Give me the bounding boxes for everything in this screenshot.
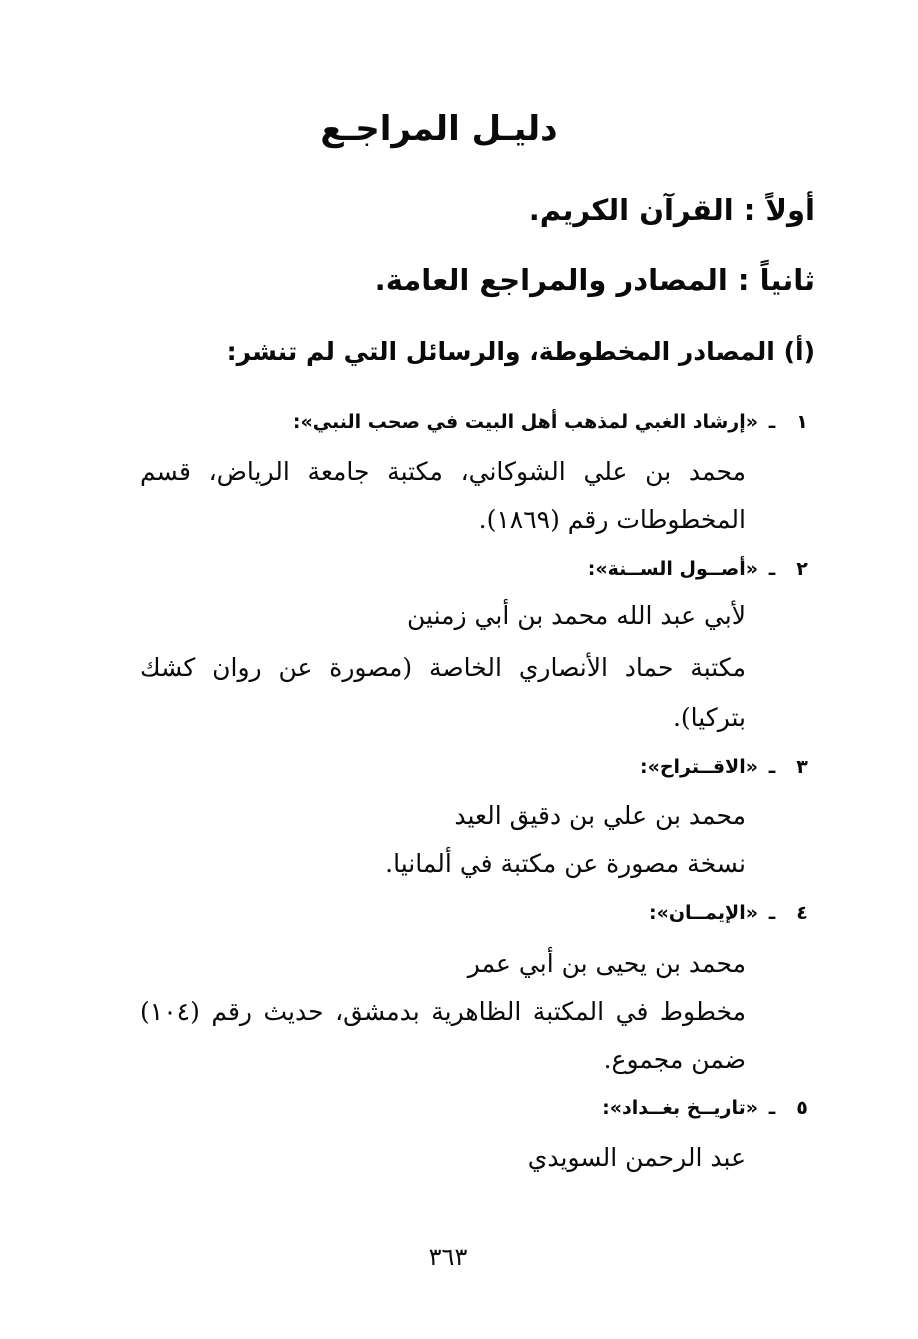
entry-heading: [588, 553, 818, 585]
entry-title: «الاقــتراح»:: [639, 756, 758, 778]
entry-dash: ـ: [768, 411, 776, 433]
entry-number: ٥: [796, 1097, 808, 1119]
entry-line: نسخة مصورة عن مكتبة في ألمانيا.: [385, 849, 746, 878]
entry-dash: ـ: [768, 902, 776, 924]
entry-line: محمد بن علي الشوكاني، مكتبة جامعة الرياض، قسم: [140, 457, 746, 486]
entry-number: ٢: [796, 558, 808, 580]
entry-heading: [602, 1092, 818, 1124]
entry-title: «أصــول الســنة»:: [587, 558, 758, 580]
entry-line: المخطوطات رقم (١٨٦٩).: [478, 505, 746, 534]
page-number: ٣٦٣: [428, 1243, 468, 1271]
entry-line: مخطوط في المكتبة الظاهرية بدمشق، حديث رقم (١٠٤): [140, 997, 746, 1026]
entry-number: ٤: [796, 902, 808, 924]
entry-dash: ـ: [768, 1097, 776, 1119]
entry-line: محمد بن يحيى بن أبي عمر: [467, 949, 746, 978]
entry-title: «إرشاد الغبي لمذهب أهل البيت في صحب النبي»:: [292, 411, 758, 433]
entry-line: لأبي عبد الله محمد بن أبي زمنين: [407, 601, 746, 630]
entry-title: «الإيمــان»:: [648, 902, 758, 924]
entry-line: بتركيا).: [672, 703, 746, 732]
entry-number: ٣: [796, 756, 808, 778]
entry-heading: [640, 751, 818, 783]
subsection-heading-manuscripts: (أ) المصادر المخطوطة، والرسائل التي لم تنشر:: [226, 337, 815, 366]
entry-line: مكتبة حماد الأنصاري الخاصة (مصورة عن روان كشك: [140, 653, 746, 682]
section-heading-quran: أولاً : القرآن الكريم.: [528, 193, 815, 227]
entry-title: «تاريــخ بغــداد»:: [602, 1097, 758, 1119]
entry-dash: ـ: [768, 756, 776, 778]
entry-line: عبد الرحمن السويدي: [527, 1143, 746, 1172]
entry-number: ١: [796, 411, 808, 433]
entry-line: ضمن مجموع.: [603, 1045, 746, 1074]
page-title: دليـل المراجـع: [320, 109, 558, 149]
section-heading-sources: ثانياً : المصادر والمراجع العامة.: [374, 263, 815, 297]
entry-heading: [649, 897, 818, 929]
entry-line: محمد بن علي بن دقيق العيد: [454, 801, 746, 830]
entry-dash: ـ: [768, 558, 776, 580]
entry-heading: [293, 406, 818, 438]
